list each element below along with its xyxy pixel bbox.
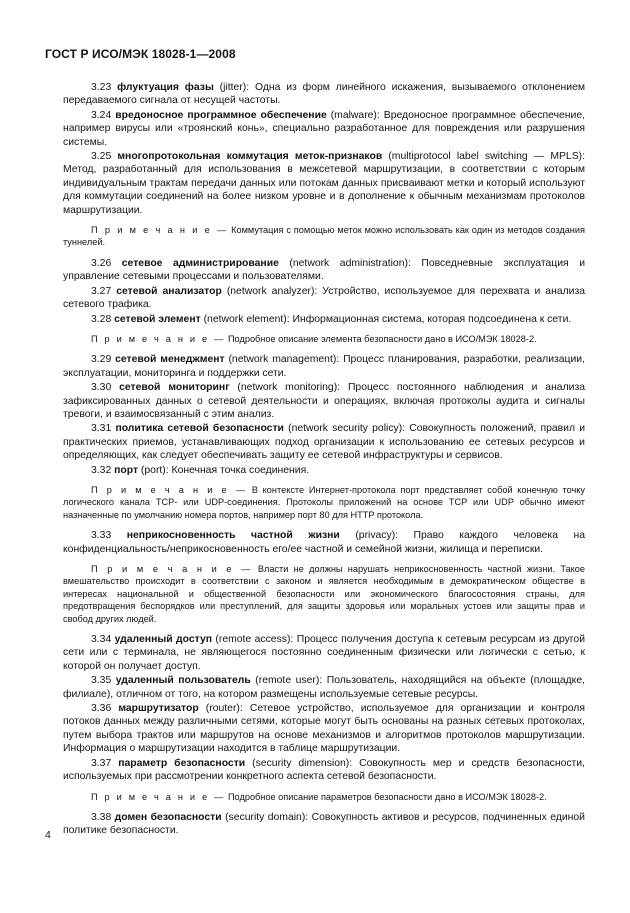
definition-3-34: 3.34 удаленный доступ (remote access): Процесс получения доступа к сетевым ресурсам из другой сети или с терминала, не являющегося постоянно соединенным физически или логически с сетью, к которой он получает доступ. xyxy=(63,634,586,672)
term: удаленный доступ xyxy=(114,634,213,646)
term: порт xyxy=(114,464,139,476)
term: многопротокольная коммутация меток-признаков xyxy=(117,151,383,163)
definition-3-31: 3.31 политика сетевой безопасности (network security policy): Совокупность положений, правил и практических приемов, устанавливающих подход организации к использованию ее сетевых ресурсов и определяющих, как следует обеспечивать защиту ее сетевой инфраструктуры и сервисов. xyxy=(63,423,586,462)
definition-3-28: 3.28 сетевой элемент (network element): Информационная система, которая подсоединена к сети. xyxy=(91,313,572,325)
definition-3-35: 3.35 удаленный пользователь (remote user): Пользователь, находящийся на объекте (площадке, филиале), отличном от того, на котором размещены используемые сетевые ресурсы. xyxy=(63,675,586,700)
definition-3-32: 3.32 порт (port): Конечная точка соединения. xyxy=(91,464,310,476)
term: сетевой элемент xyxy=(114,313,201,325)
term: сетевой мониторинг xyxy=(119,382,230,394)
term: вредоносное программное обеспечение xyxy=(115,109,327,121)
definition-3-33: 3.33 неприкосновенность частной жизни (privacy): Право каждого человека на конфиденциальность/неприкосновенность его/ее частной и семейной жизни, жилища и переписки. xyxy=(63,530,586,555)
definition-3-23: 3.23 флуктуация фазы (jitter): Одна из форм линейного искажения, вызываемого отклонением передаваемого сигнала от несущей частоты. xyxy=(63,82,585,107)
term: неприкосновенность частной жизни xyxy=(126,530,340,542)
term: маршрутизатор xyxy=(118,703,199,715)
definition-3-29: 3.29 сетевой менеджмент (network management): Процесс планирования, разработки, реализации, эксплуатации, мониторинга и поддержки сети. xyxy=(63,354,585,379)
definition-3-25: 3.25 многопротокольная коммутация меток-признаков (multiprotocol label switching — MPLS): Метод, разработанный для использования в межсетевой маршрутизации, в соответствии с которым индивидуальным трактам передачи данных или потокам данных присваивают метки и который используют для коммутации соединений на более низком уровне и в дополнение к обычным механизмам протоколов маршрутизации. xyxy=(63,151,585,216)
document-header: ГОСТ Р ИСО/МЭК 18028-1—2008 xyxy=(45,47,236,61)
term: сетевое администрирование xyxy=(121,257,279,269)
page-number: 4 xyxy=(45,829,51,841)
document-body xyxy=(63,81,585,839)
note-3-37: П р и м е ч а н и е — Подробное описание параметров безопасности дано в ИСО/МЭК 18028-2. xyxy=(91,791,547,802)
term: домен безопасности xyxy=(114,811,222,823)
term: сетевой менеджмент xyxy=(115,354,225,366)
definition-3-26: 3.26 сетевое администрирование (network administration): Повседневные эксплуатация и управление сетевыми процессами и пользователями. xyxy=(63,257,586,283)
term: параметр безопасности xyxy=(118,757,246,769)
term: политика сетевой безопасности xyxy=(115,423,284,435)
note-3-25: П р и м е ч а н и е — Коммутация с помощью меток можно использовать как один из методов создания туннелей. xyxy=(63,225,585,248)
term: удаленный пользователь xyxy=(115,675,251,687)
definition-3-30: 3.30 сетевой мониторинг (network monitoring): Процесс постоянного наблюдения и анализа зафиксированных данных о сетевой деятельности и операциях, включая протоколы аудита и сигналы тревоги, и взаимосвязанный с этим анализ. xyxy=(63,382,585,420)
definition-3-37: 3.37 параметр безопасности (security dimension): Совокупность мер и средств безопасности, используемых при рассмотрении конкретного аспекта сетевой безопасности. xyxy=(63,757,585,783)
note-3-32: П р и м е ч а н и е — В контексте Интернет-протокола порт представляет собой конечную точку логического канала TCP- или UDP-соединения. Протоколы приложений на основе TCP или UDP обычно имеют назначенные по умолчанию номера портов, например порт 80 для HTTP протокола. xyxy=(63,484,585,520)
definition-3-27: 3.27 сетевой анализатор (network analyzer): Устройство, используемое для перехвата и анализа сетевого трафика. xyxy=(63,285,586,311)
note-3-33: П р и м е ч а н и е — Власти не должны нарушать неприкосновенность частной жизни. Такое вмешательство происходит в соответствии с законом и является необходимым в демократическом обществе в интересах национальной и общественной безопасности или экономического благосостояния страны, для предотвращения беспорядков или преступлений, для защиты здоровья или моральных устоев или защиты прав и свобод других людей. xyxy=(63,564,585,624)
term: флуктуация фазы xyxy=(117,82,214,93)
definition-3-36: 3.36 маршрутизатор (router): Сетевое устройство, используемое для организации и контроля потоков данных между различными сетями, которые могут быть основаны на разных сетевых протоколах, путем выбора трактов или маршрутов на основе механизмов и алгоритмов протоколов маршрутизации. Информация о маршрутизации находится в таблице маршрутизации. xyxy=(63,703,585,755)
note-3-28: П р и м е ч а н и е — Подробное описание элемента безопасности дано в ИСО/МЭК 18028-2. xyxy=(91,333,537,344)
definition-3-24: 3.24 вредоносное программное обеспечение (malware): Вредоносное программное обеспечение, например вирусы или «троянский конь», специально разработанное для повреждения или разрушения системы. xyxy=(63,109,585,148)
term: сетевой анализатор xyxy=(116,285,222,297)
definition-3-38: 3.38 домен безопасности (security domain): Совокупность активов и ресурсов, подчиненных единой политике безопасности. xyxy=(63,811,585,837)
